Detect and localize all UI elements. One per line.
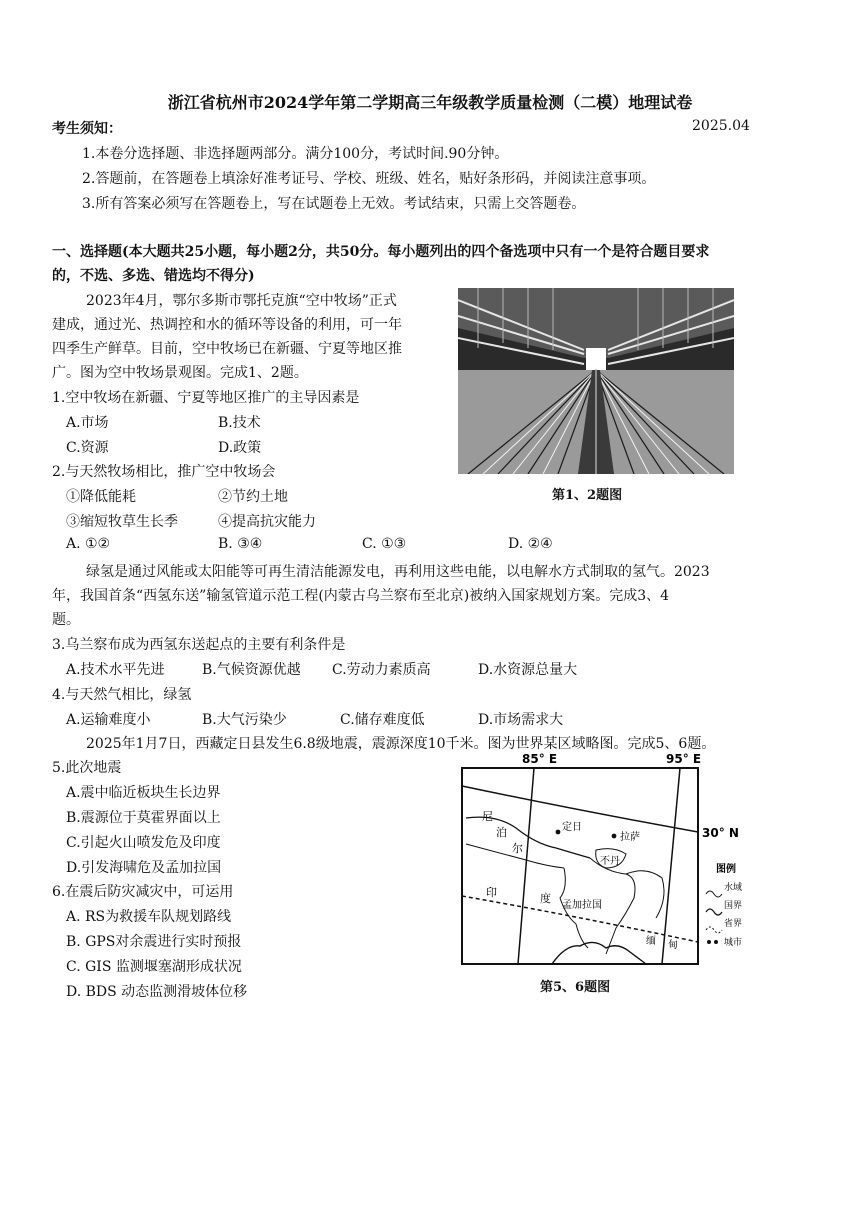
region-map: [456, 748, 756, 970]
q2-statement-1: ①降低能耗: [66, 489, 136, 505]
legend-water-label: 水域: [724, 883, 743, 893]
page-title: 浙江省杭州市2024学年第二学期高三年级教学质量检测（二模）地理试卷: [167, 93, 693, 112]
q2-stem: 2.与天然牧场相比，推广空中牧场会: [52, 464, 276, 480]
group2-intro-line3: 题。: [52, 612, 80, 628]
legend-province-label: 省界: [724, 919, 743, 929]
q5-option-d[interactable]: D.引发海啸危及孟加拉国: [66, 860, 222, 876]
q1-option-d[interactable]: D.政策: [218, 440, 262, 456]
q6-stem: 6.在震后防灾减灾中，可运用: [52, 884, 234, 900]
q2-option-a[interactable]: A. ①②: [66, 536, 111, 552]
q3-stem: 3.乌兰察布成为西氢东送起点的主要有利条件是: [52, 637, 346, 653]
q3-option-d[interactable]: D.水资源总量大: [478, 662, 578, 678]
notice-label: 考生须知：: [52, 121, 122, 137]
q2-statement-2: ②节约土地: [218, 489, 288, 505]
group2-intro-line2: 年，我国首条“西氢东送”输氢管道示范工程(内蒙古乌兰察布至北京)被纳入国家规划方案。完成3、4: [52, 588, 670, 604]
city-dot-lhasa: [612, 834, 617, 839]
q1-option-c[interactable]: C.资源: [66, 440, 109, 456]
q6-option-a[interactable]: A. RS为救援车队规划路线: [66, 909, 232, 925]
rule-3: 3.所有答案必须写在答题卷上，写在试题卷上无效。考试结束，只需上交答题卷。: [82, 196, 586, 212]
q1-stem: 1.空中牧场在新疆、宁夏等地区推广的主导因素是: [52, 390, 360, 406]
q2-option-c[interactable]: C. ①③: [362, 536, 407, 552]
q5-option-a[interactable]: A.震中临近板块生长边界: [66, 785, 221, 801]
q6-option-d[interactable]: D. BDS 动态监测滑坡体位移: [66, 984, 248, 1000]
coastline: [552, 942, 646, 964]
q5-option-b[interactable]: B.震源位于莫霍界面以上: [66, 810, 221, 826]
q1-option-b[interactable]: B.技术: [218, 415, 261, 431]
q2-option-d[interactable]: D. ②④: [508, 536, 553, 552]
lat-label-30: 30° N: [702, 826, 739, 840]
q2-option-b[interactable]: B. ③④: [218, 536, 263, 552]
label-nepal-1: 尼: [482, 810, 493, 823]
label-myanmar-1: 缅: [646, 936, 656, 947]
label-bangladesh: 孟加拉国: [562, 900, 602, 911]
legend-city-dot-1: [707, 940, 711, 944]
q4-stem: 4.与天然气相比，绿氢: [52, 687, 192, 703]
label-india-1: 印: [486, 886, 497, 899]
figure1-caption: 第1、2题图: [552, 488, 623, 503]
label-nepal-2: 泊: [496, 826, 507, 839]
q1-option-a[interactable]: A.市场: [66, 415, 109, 431]
legend-city-dot-2: [714, 940, 718, 944]
q4-option-b[interactable]: B.大气污染少: [202, 712, 287, 728]
city-label-lhasa: 拉萨: [620, 832, 640, 843]
q3-option-b[interactable]: B.气候资源优越: [202, 662, 301, 678]
q2-statement-4: ④提高抗灾能力: [218, 514, 316, 530]
figure2-caption: 第5、6题图: [540, 980, 611, 995]
q2-statement-3: ③缩短牧草生长季: [66, 514, 178, 530]
legend-border-symbol: [706, 909, 722, 915]
exam-date: 2025.04: [692, 118, 750, 134]
city-dot-dingri: [556, 830, 561, 835]
legend-border-label: 国界: [724, 901, 743, 911]
legend-title: 图例: [716, 864, 736, 875]
group1-intro-line2: 建成，通过光、热调控和水的循环等设备的利用，可一年: [52, 317, 402, 333]
city-label-dingri: 定日: [562, 822, 582, 833]
lon-label-85: 85° E: [522, 752, 558, 766]
q6-option-b[interactable]: B. GPS对余震进行实时预报: [66, 934, 242, 950]
q5-option-c[interactable]: C.引起火山喷发危及印度: [66, 835, 221, 851]
q5-stem: 5.此次地震: [52, 760, 122, 776]
q4-option-a[interactable]: A.运输难度小: [66, 712, 151, 728]
q3-option-a[interactable]: A.技术水平先进: [66, 662, 165, 678]
group1-intro-line4: 广。图为空中牧场景观图。完成1、2题。: [52, 365, 308, 381]
group3-intro: 2025年1月7日，西藏定日县发生6.8级地震，震源深度10千米。图为世界某区域略图。完成5、6题。: [86, 736, 716, 752]
group2-intro-line1: 绿氢是通过风能或太阳能等可再生清洁能源发电，再利用这些电能，以电解水方式制取的氢气。2023: [86, 564, 710, 580]
lon-label-95: 95° E: [666, 752, 702, 766]
label-nepal-3: 尔: [512, 842, 523, 855]
q4-option-d[interactable]: D.市场需求大: [478, 712, 564, 728]
q4-option-c[interactable]: C.储存难度低: [340, 712, 425, 728]
legend-province-symbol: [706, 927, 722, 933]
label-bhutan: 不丹: [600, 856, 620, 867]
group1-intro-line1: 2023年4月，鄂尔多斯市鄂托克旗“空中牧场”正式: [86, 293, 397, 309]
pasture-photo: [458, 288, 734, 474]
section-heading-line1: 一、选择题(本大题共25小题，每小题2分，共50分。每小题列出的四个备选项中只有一个是符合题目要求: [52, 244, 710, 260]
rule-2: 2.答题前，在答题卷上填涂好准考证号、学校、班级、姓名，贴好条形码，并阅读注意事项。: [82, 171, 656, 187]
legend-water-symbol: [706, 891, 722, 897]
group1-intro-line3: 四季生产鲜草。目前，空中牧场已在新疆、宁夏等地区推: [52, 341, 402, 357]
section-heading-line2: 的，不选、多选、错选均不得分): [52, 268, 255, 284]
legend-city-label: 城市: [724, 938, 743, 948]
rule-1: 1.本卷分选择题、非选择题两部分。满分100分，考试时间.90分钟。: [82, 146, 509, 162]
q3-option-c[interactable]: C.劳动力素质高: [332, 662, 431, 678]
label-myanmar-2: 甸: [668, 940, 678, 951]
q6-option-c[interactable]: C. GIS 监测堰塞湖形成状况: [66, 959, 242, 975]
label-india-2: 度: [540, 892, 551, 905]
